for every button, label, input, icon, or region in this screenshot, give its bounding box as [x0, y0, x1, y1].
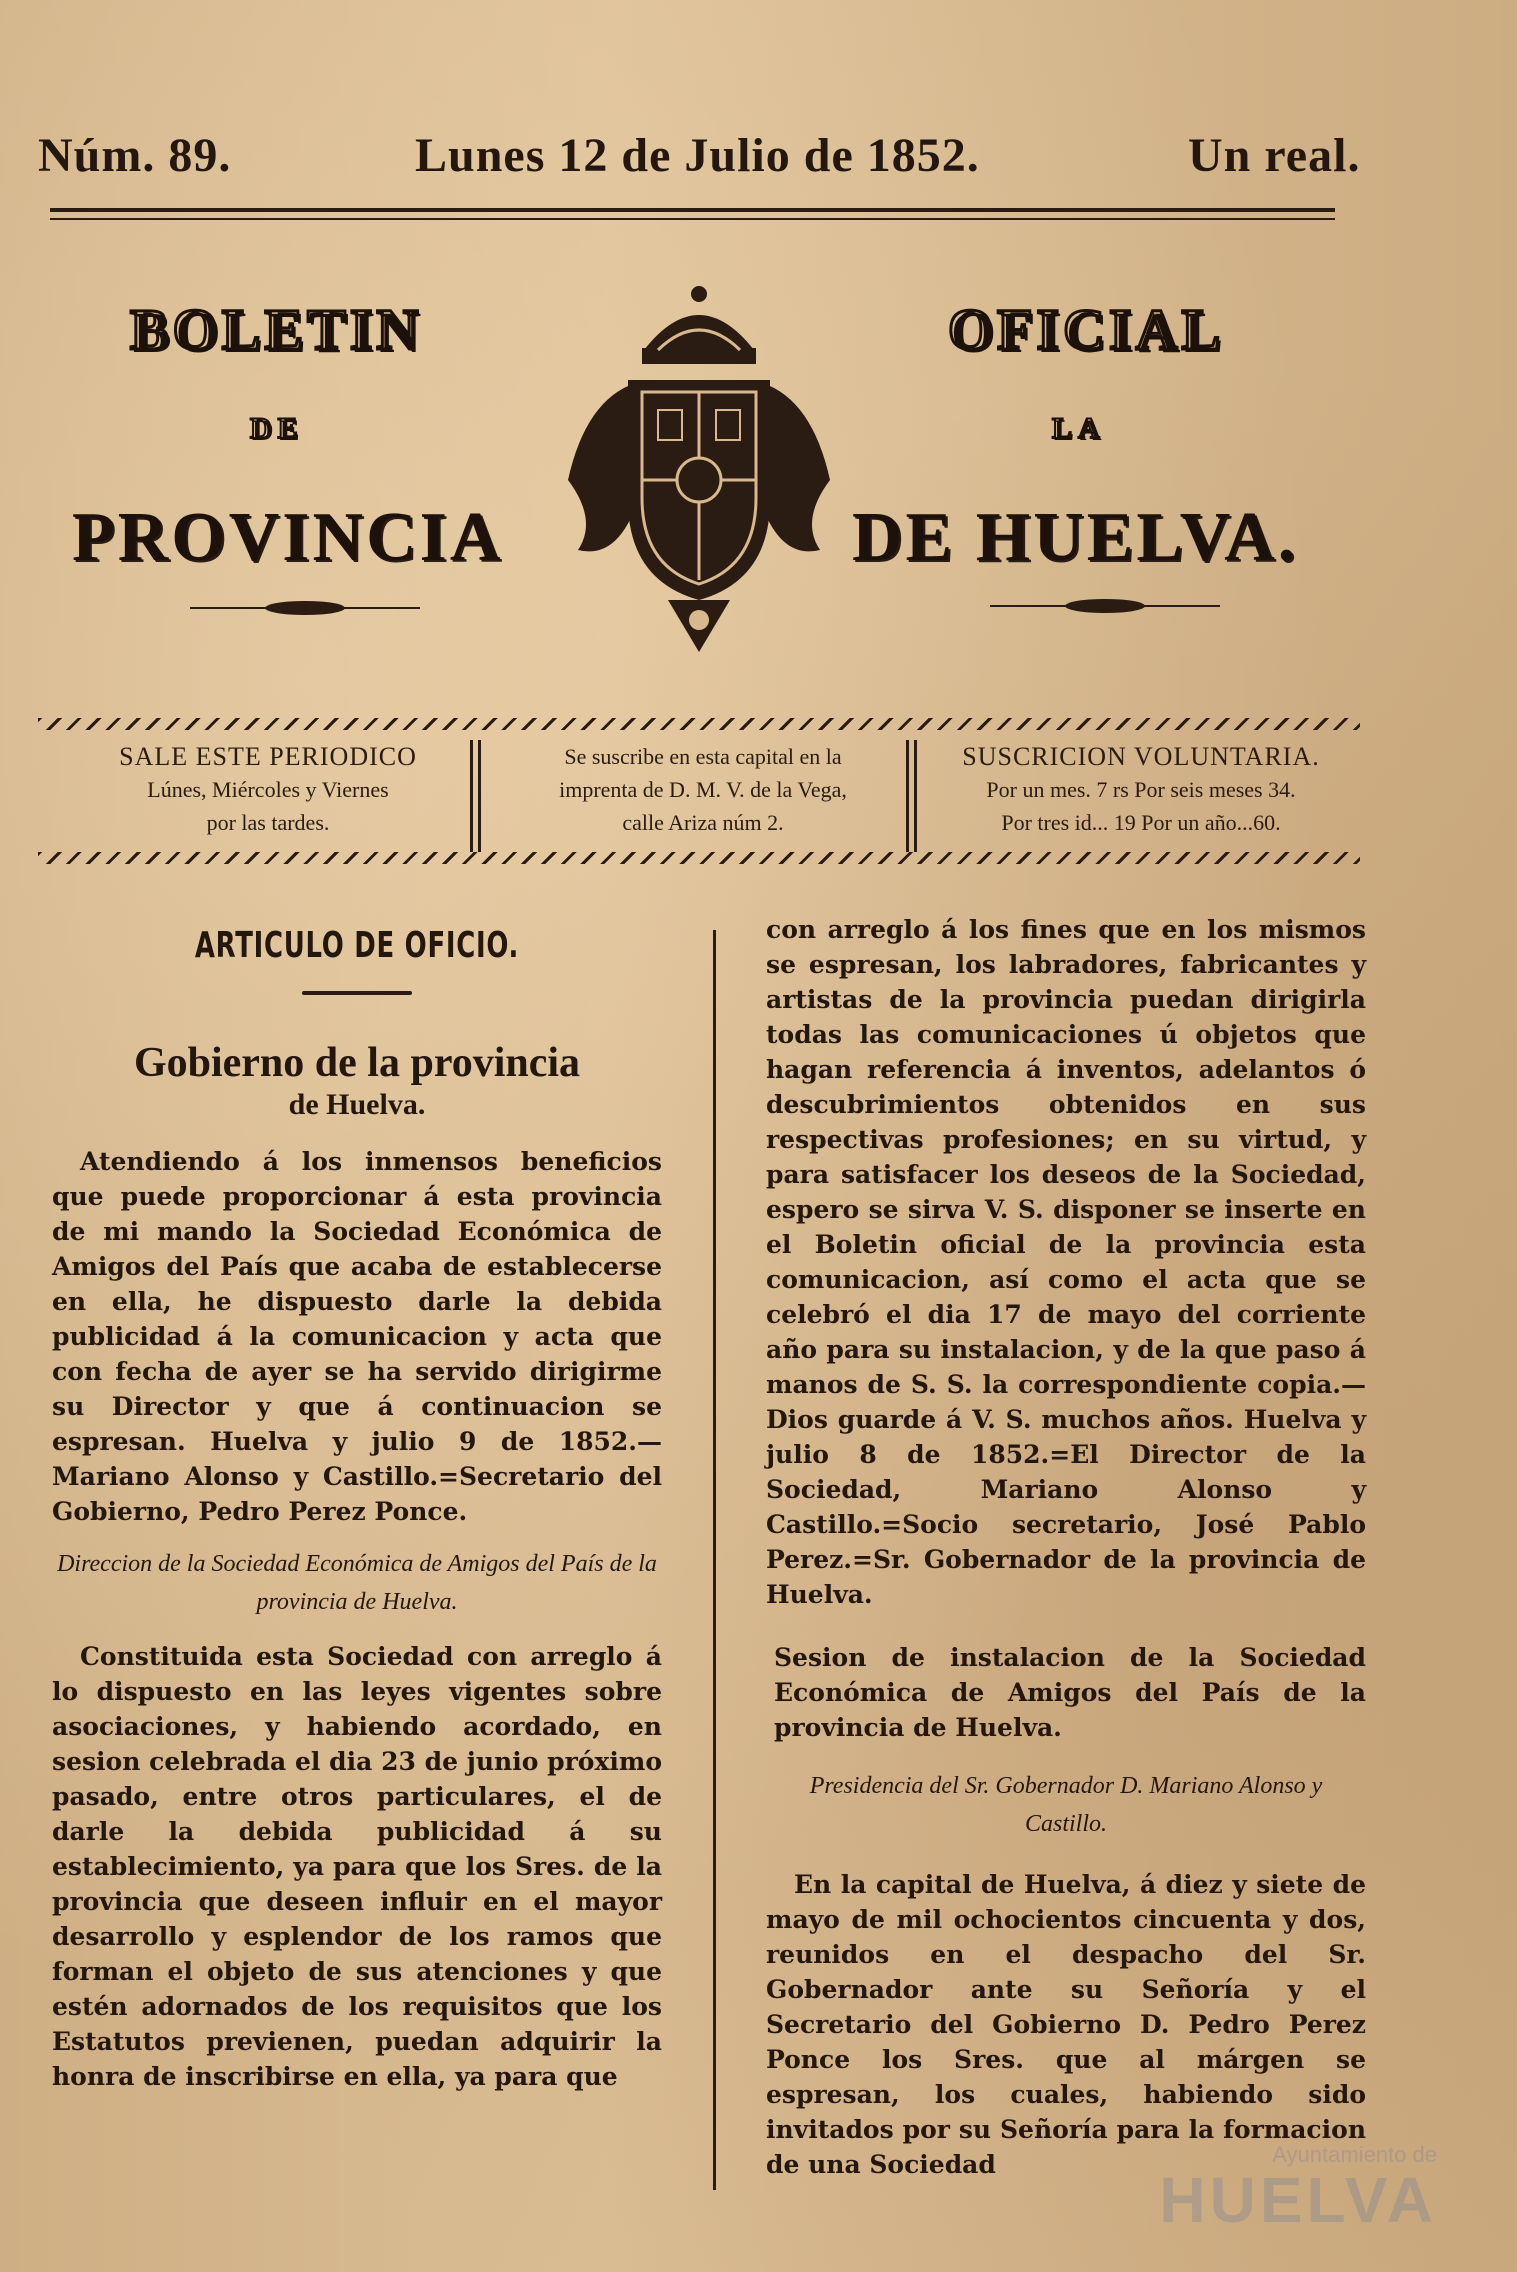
royal-coat-of-arms-icon [558, 280, 840, 652]
issue-price: Un real. [1188, 129, 1361, 182]
watermark-line-2: HUELVA [1159, 2164, 1437, 2236]
info-separator [906, 740, 909, 852]
ornamental-border-bottom [38, 852, 1360, 864]
watermark-line-1: Ayuntamiento de [1272, 2142, 1437, 2167]
info-separator [914, 740, 917, 852]
society-letter-start: Constituida esta Sociedad con arreglo á lo dispuesto en las leyes vigentes sobre asociaciones, y habiendo acordado, en sesion celebrada el dia 23 de junio próximo pasado, entre otros particulares, el de darle la debida publicidad á su establecimiento, ya para que los Sres. de la provincia que deseen influir en el mayor desarrollo y esplendor de los ramos que forman el objeto de sus atenciones y que estén adornados de los requisitos que los Estatutos previenen, puedan adquirir la honra de inscribirse en ella, ya para que [52, 1642, 662, 2091]
government-subtitle: de Huelva. [288, 1088, 426, 1121]
masthead-de-huelva: DE HUELVA. [852, 499, 1299, 576]
subscription-box [38, 718, 1360, 864]
flourish-left-icon [190, 596, 420, 620]
right-column [766, 912, 1366, 2182]
government-title: Gobierno de la provincia [133, 1040, 581, 1086]
government-decree: Atendiendo á los inmensos beneficios que puede proporcionar á esta provincia de mi mando la Sociedad Económica de Amigos del País que acaba de establecerse en ella, he dispuesto darle la debida publicidad á la comunicacion y acta que con fecha de ayer se ha servido dirigirme su Director y que á continuacion se espresan. Huelva y julio 9 de 1852.—Mariano Alonso y Castillo.=Secretario del Gobierno, Pedro Perez Ponce. [52, 1147, 662, 1526]
schedule-days: Lúnes, Miércoles y Viernes [147, 777, 389, 802]
header-rule-thin [50, 218, 1335, 220]
printer-line-3: calle Ariza núm 2. [622, 810, 784, 835]
masthead-oficial: OFICIAL [948, 297, 1225, 362]
section-rule [302, 991, 412, 995]
masthead-provincia: PROVINCIA [72, 499, 504, 576]
pricing-column [926, 740, 1356, 839]
issue-number: Núm. 89. [38, 129, 232, 182]
column-divider [713, 930, 716, 2190]
masthead-la: LA [1052, 412, 1106, 445]
pricing-line-2: Por tres id... 19 Por un año...60. [1001, 810, 1281, 835]
schedule-title: SALE ESTE PERIODICO [119, 742, 417, 771]
flourish-right-icon [990, 594, 1220, 618]
issue-date: Lunes 12 de Julio de 1852. [415, 129, 980, 182]
masthead-de: DE [250, 412, 304, 445]
left-column [52, 920, 662, 2094]
printer-line-1: Se suscribe en esta capital en la [564, 744, 842, 769]
masthead-boletin: BOLETIN [130, 297, 423, 362]
schedule-column [58, 740, 478, 839]
pricing-line-1: Por un mes. 7 rs Por seis meses 34. [986, 777, 1296, 802]
header-rule [50, 208, 1335, 212]
ornamental-border-top [38, 718, 1360, 730]
presidency-note: Presidencia del Sr. Gobernador D. Mariano Alonso y Castillo. [809, 1773, 1323, 1837]
schedule-time: por las tardes. [206, 810, 330, 835]
info-separator [478, 740, 481, 852]
society-direction-note: Direccion de la Sociedad Económica de Amigos del País de la provincia de Huelva. [57, 1551, 657, 1615]
section-title: ARTICULO DE OFICIO. [194, 925, 520, 966]
archive-watermark [1159, 2142, 1437, 2236]
pricing-title: SUSCRICION VOLUNTARIA. [962, 742, 1320, 771]
printer-column [493, 740, 913, 839]
info-separator [470, 740, 473, 852]
installation-minutes: En la capital de Huelva, á diez y siete de mayo de mil ochocientos cincuenta y dos, reunidos en el despacho del Sr. Gobernador ante su Señoría y el Secretario del Gobierno D. Pedro Perez Ponce los Sres. que al márgen se espresan, los cuales, habiendo sido invitados por su Señoría para la formacion de una Sociedad [766, 1870, 1366, 2179]
installation-heading: Sesion de instalacion de la Sociedad Económica de Amigos del País de la provincia de Huelva. [774, 1643, 1366, 1742]
printer-line-2: imprenta de D. M. V. de la Vega, [559, 777, 847, 802]
society-letter-continuation: con arreglo á los fines que en los mismos se espresan, los labradores, fabricantes y artistas de la provincia puedan dirigirla todas las comunicaciones ú objetos que hagan referencia á inventos, adelantos ó descubrimientos obtenidos en sus respectivas profesiones; en su virtud, y para satisfacer los deseos de la Sociedad, espero se sirva V. S. disponer se inserte en el Boletin oficial de la provincia esta comunicacion, así como el acta que se celebró el dia 17 de mayo del corriente año para su instalacion, y de la que paso á manos de S. S. la correspondiente copia.—Dios guarde á V. S. muchos años. Huelva y julio 8 de 1852.=El Director de la Sociedad, Mariano Alonso y Castillo.=Socio secretario, José Pablo Perez.=Sr. Gobernador de la provincia de Huelva. [766, 915, 1366, 1609]
